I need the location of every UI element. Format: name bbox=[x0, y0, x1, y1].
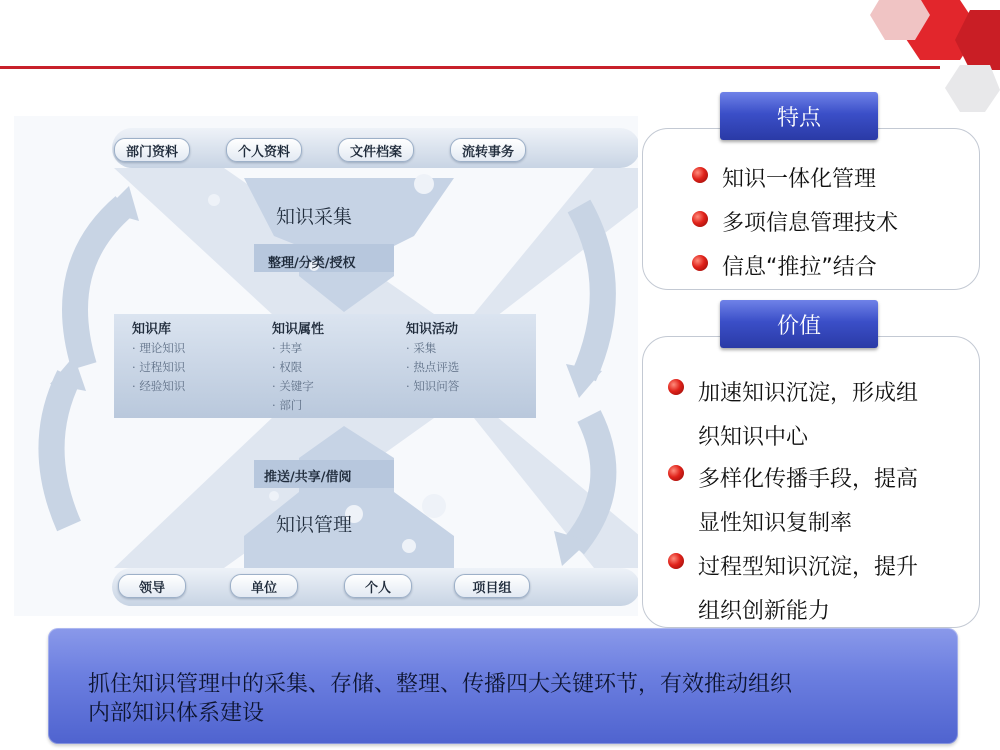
column-knowledge-base bbox=[132, 318, 185, 396]
features-item: 知识一体化管理 bbox=[692, 162, 876, 193]
red-bullet-icon bbox=[668, 465, 684, 481]
funnel-subtitle-distribute: 推送/共享/借阅 bbox=[264, 470, 352, 485]
red-bullet-icon bbox=[668, 379, 684, 395]
column-header: 知识属性 bbox=[272, 322, 325, 337]
value-item: 加速知识沉淀，形成组 织知识中心 bbox=[668, 372, 918, 460]
value-item: 过程型知识沉淀，提升 组织创新能力 bbox=[668, 546, 918, 634]
summary-text: 抓住知识管理中的采集、存储、整理、传播四大关键环节，有效推动组织 内部知识体系建设 bbox=[88, 672, 793, 726]
column-item: · 热点评选 bbox=[406, 360, 460, 374]
column-item: · 知识问答 bbox=[406, 379, 460, 393]
audience-pill: 个人 bbox=[344, 574, 412, 598]
value-title: 价值 bbox=[720, 300, 878, 348]
audience-pill: 单位 bbox=[230, 574, 298, 598]
red-bullet-icon bbox=[692, 211, 708, 227]
header-rule bbox=[0, 66, 940, 69]
column-knowledge-activities bbox=[406, 318, 459, 396]
diagram-background-shape bbox=[14, 116, 638, 616]
knowledge-flow-diagram bbox=[14, 116, 638, 616]
column-item: · 理论知识 bbox=[132, 341, 186, 355]
column-item: · 部门 bbox=[272, 398, 303, 412]
funnel-subtitle-organize: 整理/分类/授权 bbox=[268, 256, 356, 271]
column-item: · 采集 bbox=[406, 341, 437, 355]
audience-pill: 领导 bbox=[118, 574, 186, 598]
source-pill: 部门资料 bbox=[114, 138, 190, 162]
features-title: 特点 bbox=[720, 92, 878, 140]
funnel-title-collect: 知识采集 bbox=[276, 206, 353, 228]
audience-pill: 项目组 bbox=[454, 574, 530, 598]
source-pill: 个人资料 bbox=[226, 138, 302, 162]
column-header: 知识活动 bbox=[406, 322, 459, 337]
funnel-title-manage: 知识管理 bbox=[276, 514, 353, 536]
red-bullet-icon bbox=[692, 167, 708, 183]
value-item: 多样化传播手段，提高 显性知识复制率 bbox=[668, 458, 918, 546]
summary-banner bbox=[48, 628, 958, 744]
column-item: · 关键字 bbox=[272, 379, 314, 393]
hexagon-decoration-icon bbox=[860, 0, 1000, 120]
column-item: · 权限 bbox=[272, 360, 303, 374]
column-item: · 经验知识 bbox=[132, 379, 186, 393]
features-item: 信息“推拉”结合 bbox=[692, 250, 877, 281]
column-header: 知识库 bbox=[132, 322, 172, 337]
source-pill: 流转事务 bbox=[450, 138, 526, 162]
column-item: · 共享 bbox=[272, 341, 303, 355]
column-item: · 过程知识 bbox=[132, 360, 186, 374]
source-pill: 文件档案 bbox=[338, 138, 414, 162]
column-knowledge-attributes bbox=[272, 318, 324, 415]
red-bullet-icon bbox=[692, 255, 708, 271]
red-bullet-icon bbox=[668, 553, 684, 569]
features-item: 多项信息管理技术 bbox=[692, 206, 898, 237]
